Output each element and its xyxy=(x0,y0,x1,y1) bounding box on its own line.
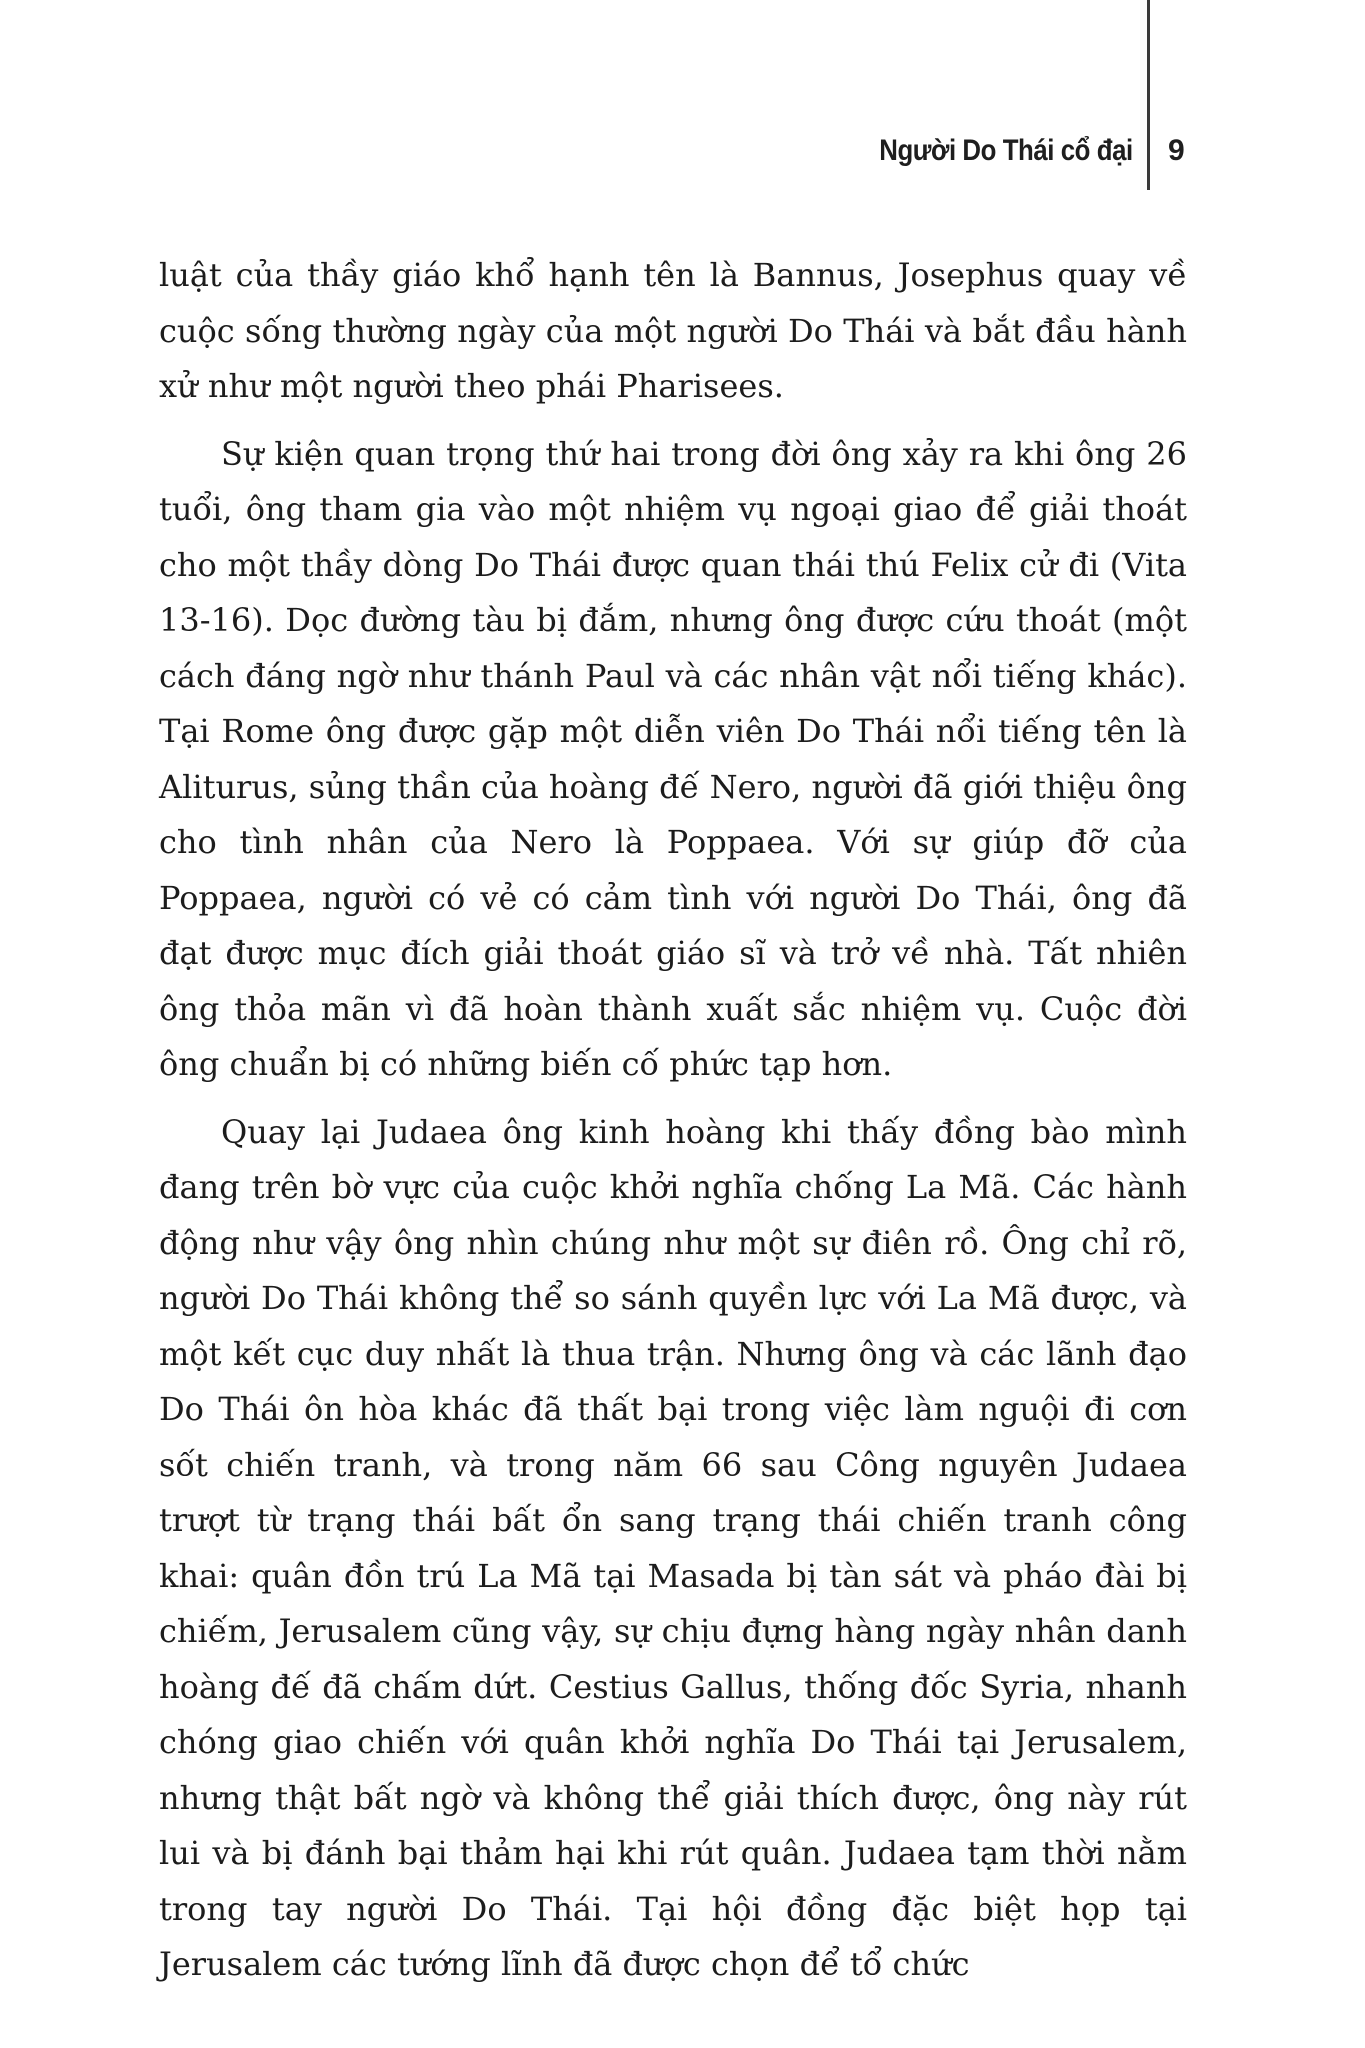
paragraph: Quay lại Judaea ông kinh hoàng khi thấy đồng bào mình đang trên bờ vực của cuộc khởi nghĩa chống La Mã. Các hành động như vậy ông nhìn chúng như một sự điên rồ. Ông chỉ rõ, người Do Thái không thể so sánh quyền lực với La Mã được, và một kết cục duy nhất là thua trận. Nhưng ông và các lãnh đạo Do Thái ôn hòa khác đã thất bại trong việc làm nguội đi cơn sốt chiến tranh, và trong năm 66 sau Công nguyên Judaea trượt từ trạng thái bất ổn sang trạng thái chiến tranh công khai: quân đồn trú La Mã tại Masada bị tàn sát và pháo đài bị chiếm, Jerusalem cũng vậy, sự chịu đựng hàng ngày nhân danh hoàng đế đã chấm dứt. Cestius Gallus, thống đốc Syria, nhanh chóng giao chiến với quân khởi nghĩa Do Thái tại Jerusalem, nhưng thật bất ngờ và không thể giải thích được, ông này rút lui và bị đánh bại thảm hại khi rút quân. Judaea tạm thời nằm trong tay người Do Thái. Tại hội đồng đặc biệt họp tại Jerusalem các tướng lĩnh đã được chọn để tổ chức xyxy=(159,1112,1187,1983)
paragraph: Sự kiện quan trọng thứ hai trong đời ông xảy ra khi ông 26 tuổi, ông tham gia vào một nhiệm vụ ngoại giao để giải thoát cho một thầy dòng Do Thái được quan thái thú Felix cử đi (Vita 13-16). Dọc đường tàu bị đắm, nhưng ông được cứu thoát (một cách đáng ngờ như thánh Paul và các nhân vật nổi tiếng khác). Tại Rome ông được gặp một diễn viên Do Thái nổi tiếng tên là Aliturus, sủng thần của hoàng đế Nero, người đã giới thiệu ông cho tình nhân của Nero là Poppaea. Với sự giúp đỡ của Poppaea, người có vẻ có cảm tình với người Do Thái, ông đã đạt được mục đích giải thoát giáo sĩ và trở về nhà. Tất nhiên ông thỏa mãn vì đã hoàn thành xuất sắc nhiệm vụ. Cuộc đời ông chuẩn bị có những biến cố phức tạp hơn. xyxy=(159,434,1187,1083)
page-number: 9 xyxy=(1168,134,1185,167)
paragraph-continuation: luật của thầy giáo khổ hạnh tên là Bannus, Josephus quay về cuộc sống thường ngày của một người Do Thái và bắt đầu hành xử như một người theo phái Pharisees. xyxy=(159,256,1187,405)
running-title: Người Do Thái cổ đại xyxy=(879,134,1133,167)
body-text xyxy=(159,248,1187,1993)
header-divider xyxy=(1147,0,1150,190)
page-header xyxy=(0,0,1365,200)
